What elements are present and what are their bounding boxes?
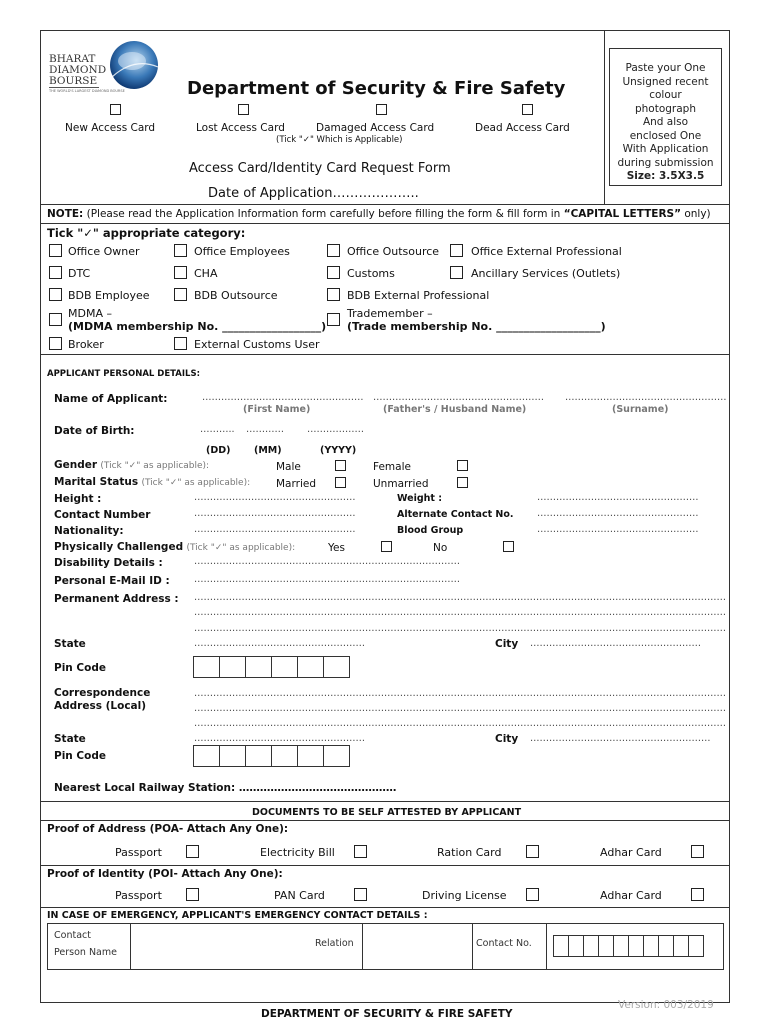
blood-group-field[interactable]: …………………………………………… — [537, 524, 699, 535]
pin-digit[interactable] — [245, 745, 272, 767]
label-office-owner: Office Owner — [68, 245, 140, 258]
photo-size: Size: 3.5X3.5 — [626, 170, 705, 182]
pin-digit[interactable] — [271, 745, 298, 767]
label-marital-status: Marital Status — [54, 476, 139, 488]
checkbox-bdb-employee[interactable] — [49, 288, 62, 301]
local-address-line-3[interactable]: …………………………………………………………………………………………………………………………………………………… — [194, 718, 726, 729]
note-text: (Please read the Application Information form carefully before filling the form & fill form in — [86, 208, 561, 220]
contact-digit[interactable] — [643, 935, 659, 957]
city-local-field[interactable]: ………………………………………………… — [530, 733, 711, 744]
label-height: Height : — [54, 493, 102, 505]
form-title: Access Card/Identity Card Request Form — [189, 161, 451, 176]
hint-mm: (MM) — [254, 445, 282, 456]
label-cha: CHA — [194, 267, 218, 280]
checkbox-new-access-card[interactable] — [110, 104, 121, 115]
label-railway-station[interactable]: Nearest Local Railway Station: ……………………………………… — [54, 782, 397, 794]
label-physically-challenged: Physically Challenged — [54, 541, 184, 553]
label-damaged-access-card: Damaged Access Card — [316, 122, 435, 134]
physically-hint: (Tick "✓" as applicable): — [186, 543, 296, 553]
label-female: Female — [373, 461, 411, 473]
label-bdb-external: BDB External Professional — [347, 289, 490, 302]
height-field[interactable]: …………………………………………… — [194, 492, 356, 503]
label-married: Married — [276, 478, 316, 490]
hint-surname: (Surname) — [612, 404, 669, 415]
state-field[interactable]: ……………………………………………… — [194, 638, 365, 649]
label-bdb-outsource: BDB Outsource — [194, 289, 278, 302]
checkbox-damaged-access-card[interactable] — [376, 104, 387, 115]
checkbox-bdb-outsource[interactable] — [174, 288, 187, 301]
checkbox-male[interactable] — [335, 460, 346, 471]
date-of-application[interactable]: Date of Application……………….. — [208, 186, 419, 201]
checkbox-office-employees[interactable] — [174, 244, 187, 257]
pin-digit[interactable] — [323, 656, 350, 678]
checkbox-poi-pan[interactable] — [354, 888, 367, 901]
label-lost-access-card: Lost Access Card — [196, 122, 285, 134]
photo-line: photograph — [634, 102, 697, 115]
label-disability: Disability Details : — [54, 557, 163, 569]
state-local-field[interactable]: ……………………………………………… — [194, 733, 365, 744]
checkbox-poa-adhar[interactable] — [691, 845, 704, 858]
checkbox-external-customs[interactable] — [174, 337, 187, 350]
checkbox-cha[interactable] — [174, 266, 187, 279]
hint-yyyy: (YYYY) — [320, 445, 357, 456]
checkbox-married[interactable] — [335, 477, 346, 488]
emergency-col-divider — [546, 923, 547, 970]
dob-dd-field[interactable]: ……….. — [200, 424, 235, 435]
contact-digit[interactable] — [658, 935, 674, 957]
pin-digit[interactable] — [271, 656, 298, 678]
note-row — [47, 208, 711, 220]
permanent-address-line-2[interactable]: …………………………………………………………………………………………………………………………………………………… — [194, 607, 726, 618]
contact-number-field[interactable]: …………………………………………… — [194, 508, 356, 519]
label-poa-passport: Passport — [115, 846, 162, 859]
pin-digit[interactable] — [193, 745, 220, 767]
label-dead-access-card: Dead Access Card — [475, 122, 570, 134]
label-alternate-contact: Alternate Contact No. — [397, 509, 514, 520]
local-address-line-2[interactable]: …………………………………………………………………………………………………………………………………………………… — [194, 703, 726, 714]
note-caps: “CAPITAL LETTERS” — [563, 208, 681, 220]
label-gender: Gender — [54, 459, 98, 471]
dob-yyyy-field[interactable]: ……………… — [307, 424, 364, 435]
contact-digit[interactable] — [673, 935, 689, 957]
pin-digit[interactable] — [245, 656, 272, 678]
label-poi-driving: Driving License — [422, 889, 507, 902]
pin-digit[interactable] — [193, 656, 220, 678]
photo-divider — [604, 30, 605, 204]
label-contact-number: Contact Number — [54, 509, 151, 521]
label-blood-group: Blood Group — [397, 525, 464, 536]
label-nationality: Nationality: — [54, 525, 124, 537]
emergency-col-divider — [472, 923, 473, 970]
label-date-of-birth: Date of Birth: — [54, 425, 135, 437]
label-name-of-applicant: Name of Applicant: — [54, 393, 168, 405]
checkbox-dtc[interactable] — [49, 266, 62, 279]
contact-digit[interactable] — [553, 935, 569, 957]
logo-line-3: BOURSE — [49, 75, 98, 87]
weight-field[interactable]: …………………………………………… — [537, 492, 699, 503]
label-city: City — [495, 638, 519, 650]
label-office-employees: Office Employees — [194, 245, 290, 258]
contact-no-boxes[interactable] — [553, 935, 703, 957]
pin-code-boxes[interactable] — [193, 656, 349, 678]
divider — [40, 223, 730, 224]
checkbox-office-external[interactable] — [450, 244, 463, 257]
pin-digit[interactable] — [297, 656, 324, 678]
label-mdma: MDMA – — [68, 307, 112, 320]
pin-digit[interactable] — [323, 745, 350, 767]
emergency-col-divider — [362, 923, 363, 970]
checkbox-poi-passport[interactable] — [186, 888, 199, 901]
divider — [40, 865, 730, 866]
label-city-local: City — [495, 733, 519, 745]
label-weight: Weight : — [397, 493, 443, 504]
checkbox-yes[interactable] — [381, 541, 392, 552]
disability-field[interactable]: ………………………………………………………………………… — [194, 556, 460, 567]
checkbox-dead-access-card[interactable] — [522, 104, 533, 115]
label-yes: Yes — [328, 542, 345, 554]
marital-hint: (Tick "✓" as applicable): — [141, 478, 251, 488]
nationality-field[interactable]: …………………………………………… — [194, 524, 356, 535]
category-heading: Tick "✓" appropriate category: — [47, 226, 246, 240]
logo-line-1: BHARAT — [49, 53, 96, 65]
mdma-membership-field[interactable]: (MDMA membership No. __________________) — [68, 320, 327, 333]
label-poa-electricity: Electricity Bill — [260, 846, 335, 859]
hint-first-name: (First Name) — [243, 404, 311, 415]
gender-row — [54, 459, 209, 471]
label-poi-passport: Passport — [115, 889, 162, 902]
checkbox-poi-adhar[interactable] — [691, 888, 704, 901]
divider — [40, 204, 730, 205]
label-poi-adhar: Adhar Card — [600, 889, 662, 902]
label-office-external: Office External Professional — [471, 245, 622, 258]
first-name-field[interactable]: …………………………………………… — [202, 392, 364, 403]
relation-field[interactable] — [364, 925, 470, 968]
label-email: Personal E-Mail ID : — [54, 575, 170, 587]
surname-field[interactable]: …………………………………………… — [565, 392, 727, 403]
label-broker: Broker — [68, 338, 104, 351]
note-tail: only) — [684, 208, 711, 220]
pin-digit[interactable] — [219, 745, 246, 767]
contact-digit[interactable] — [628, 935, 644, 957]
label-state-local: State — [54, 733, 86, 745]
label-state: State — [54, 638, 86, 650]
divider — [40, 907, 730, 908]
divider — [40, 820, 730, 821]
local-address-line-1[interactable]: …………………………………………………………………………………………………………………………………………………… — [194, 688, 726, 699]
hint-father-name: (Father's / Husband Name) — [383, 404, 527, 415]
page-title: Department of Security & Fire Safety — [187, 78, 566, 99]
checkbox-lost-access-card[interactable] — [238, 104, 249, 115]
city-field[interactable]: ……………………………………………… — [530, 638, 701, 649]
label-external-customs: External Customs User — [194, 338, 320, 351]
checkbox-ancillary[interactable] — [450, 266, 463, 279]
photo-line: during submission — [617, 156, 714, 169]
pin-code-local-boxes[interactable] — [193, 745, 349, 767]
label-person-name: Person Name — [54, 947, 117, 958]
label-contact-no: Contact No. — [476, 938, 532, 949]
tick-note: (Tick "✓" Which is Applicable) — [276, 135, 403, 145]
photo-instructions — [609, 62, 722, 184]
label-contact: Contact — [54, 930, 91, 941]
logo-underline — [49, 87, 99, 88]
label-address-local: Address (Local) — [54, 700, 147, 712]
label-correspondence: Correspondence — [54, 687, 151, 699]
permanent-address-line-1[interactable]: …………………………………………………………………………………………………………………………………………………… — [194, 592, 726, 603]
checkbox-trademember[interactable] — [327, 313, 340, 326]
alternate-contact-field[interactable]: …………………………………………… — [537, 508, 699, 519]
checkbox-poa-passport[interactable] — [186, 845, 199, 858]
email-field[interactable]: ………………………………………………………………………… — [194, 574, 460, 585]
checkbox-female[interactable] — [457, 460, 468, 471]
photo-line: Unsigned recent — [622, 75, 709, 88]
contact-digit[interactable] — [568, 935, 584, 957]
documents-heading: DOCUMENTS TO BE SELF ATTESTED BY APPLICANT — [252, 807, 522, 818]
contact-digit[interactable] — [583, 935, 599, 957]
contact-digit[interactable] — [688, 935, 704, 957]
label-male: Male — [276, 461, 301, 473]
label-poa-adhar: Adhar Card — [600, 846, 662, 859]
checkbox-unmarried[interactable] — [457, 477, 468, 488]
marital-row — [54, 476, 250, 488]
label-poi: Proof of Identity (POI- Attach Any One): — [47, 868, 283, 880]
permanent-address-line-3[interactable]: …………………………………………………………………………………………………………………………………………………… — [194, 623, 726, 634]
divider — [40, 354, 730, 355]
label-bdb-employee: BDB Employee — [68, 289, 150, 302]
label-no: No — [433, 542, 448, 554]
label-office-outsource: Office Outsource — [347, 245, 440, 258]
personal-heading: APPLICANT PERSONAL DETAILS: — [47, 369, 200, 379]
checkbox-poa-ration[interactable] — [526, 845, 539, 858]
label-poi-pan: PAN Card — [274, 889, 325, 902]
label-new-access-card: New Access Card — [65, 122, 156, 134]
checkbox-customs[interactable] — [327, 266, 340, 279]
checkbox-poa-electricity[interactable] — [354, 845, 367, 858]
label-customs: Customs — [347, 267, 395, 280]
label-pin-code-local: Pin Code — [54, 750, 106, 762]
logo-tagline: THE WORLD'S LARGEST DIAMOND BOURSE — [49, 89, 125, 93]
label-poa-ration: Ration Card — [437, 846, 502, 859]
physically-row — [54, 541, 295, 553]
note-label: NOTE: — [47, 208, 84, 220]
label-relation: Relation — [315, 938, 354, 949]
photo-line: colour — [649, 89, 682, 101]
divider — [40, 801, 730, 802]
checkbox-broker[interactable] — [49, 337, 62, 350]
label-ancillary: Ancillary Services (Outlets) — [471, 267, 621, 280]
emergency-col-divider — [130, 923, 131, 970]
label-trademember: Trademember – — [347, 307, 433, 320]
label-poa: Proof of Address (POA- Attach Any One): — [47, 823, 289, 835]
label-pin-code: Pin Code — [54, 662, 106, 674]
label-permanent-address: Permanent Address : — [54, 593, 179, 605]
pin-digit[interactable] — [297, 745, 324, 767]
pin-digit[interactable] — [219, 656, 246, 678]
checkbox-office-outsource[interactable] — [327, 244, 340, 257]
father-name-field[interactable]: ……………………………………………… — [373, 392, 544, 403]
checkbox-bdb-external[interactable] — [327, 288, 340, 301]
contact-digit[interactable] — [598, 935, 614, 957]
photo-line: Paste your One — [625, 62, 706, 74]
checkbox-no[interactable] — [503, 541, 514, 552]
label-dtc: DTC — [68, 267, 91, 280]
photo-line: And also — [642, 116, 689, 128]
gender-hint: (Tick "✓" as applicable): — [100, 461, 210, 471]
contact-digit[interactable] — [613, 935, 629, 957]
photo-line: With Application — [622, 143, 709, 155]
photo-line: enclosed One — [629, 129, 702, 142]
footer-department: DEPARTMENT OF SECURITY & FIRE SAFETY — [261, 1008, 513, 1020]
dob-mm-field[interactable]: ………… — [246, 424, 284, 435]
checkbox-office-owner[interactable] — [49, 244, 62, 257]
trade-membership-field[interactable]: (Trade membership No. ___________________) — [347, 320, 606, 333]
logo-line-2: DIAMOND — [49, 64, 107, 76]
label-unmarried: Unmarried — [373, 478, 429, 490]
emergency-heading: IN CASE OF EMERGENCY, APPLICANT'S EMERGENCY CONTACT DETAILS : — [47, 910, 428, 921]
checkbox-mdma[interactable] — [49, 313, 62, 326]
hint-dd: (DD) — [206, 445, 231, 456]
version-label: Version: 003/2019 — [618, 999, 714, 1011]
checkbox-poi-driving[interactable] — [526, 888, 539, 901]
